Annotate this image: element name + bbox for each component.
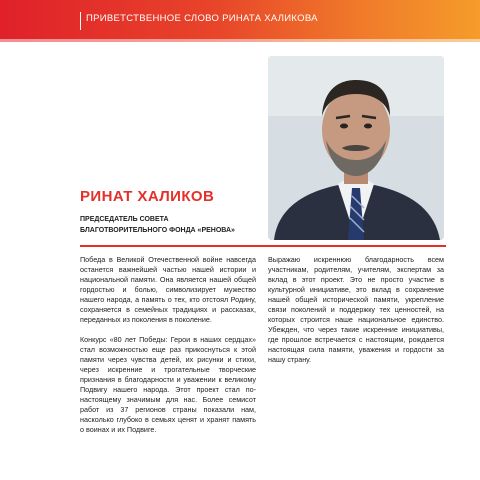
text-column-left <box>80 255 256 445</box>
header-divider <box>80 12 81 30</box>
paragraph: Победа в Великой Отечественной войне навсегда останется важнейшей частью нашей истории и национальной памяти. Она является нашей общей гордостью и болью, символизирует мужество нашего народа, а память о тех, кто отстоял Родину, сохраняется в семейных традициях и рассказах, переданных из поколения в поколение. <box>80 255 256 324</box>
paragraph: Конкурс «80 лет Победы: Герои в наших сердцах» стал возможностью еще раз прикоснуться к этой памяти через чувства детей, их рисунки и стихи, через искренние и трогательные творческие признания в благодарности и уважении к великому Подвигу нашего народа. Этот проект стал по-настоящему значимым для нас. Более семисот работ из 37 регионов страны показали нам, насколько глубоко в семьях ценят и хранят память о воинах и их Подвиге. <box>80 335 256 434</box>
accent-divider <box>80 245 446 247</box>
portrait-photo <box>268 56 444 240</box>
role-line-1: ПРЕДСЕДАТЕЛЬ СОВЕТА <box>80 216 169 223</box>
header-band <box>0 0 480 42</box>
paragraph: Выражаю искреннюю благодарность всем участникам, родителям, учителям, экспертам за вклад в этот проект. Это не просто участие в культурной инициативе, это вклад в сохранение нашей общей исторической памяти, укрепление связи поколений и поддержку тех ценностей, на которых строится наше национальное единство. Убежден, что через такие искренние инициативы, где прошлое встречается с настоящим, рождается настоящая сила памяти, уважения и гордости за нашу страну. <box>268 255 444 364</box>
header-title: ПРИВЕТСТВЕННОЕ СЛОВО РИНАТА ХАЛИКОВА <box>86 13 318 24</box>
person-role <box>80 214 235 236</box>
text-column-right <box>268 255 444 375</box>
role-line-2: БЛАГОТВОРИТЕЛЬНОГО ФОНДА «РЕНОВА» <box>80 227 235 234</box>
person-name: РИНАТ ХАЛИКОВ <box>80 188 215 205</box>
